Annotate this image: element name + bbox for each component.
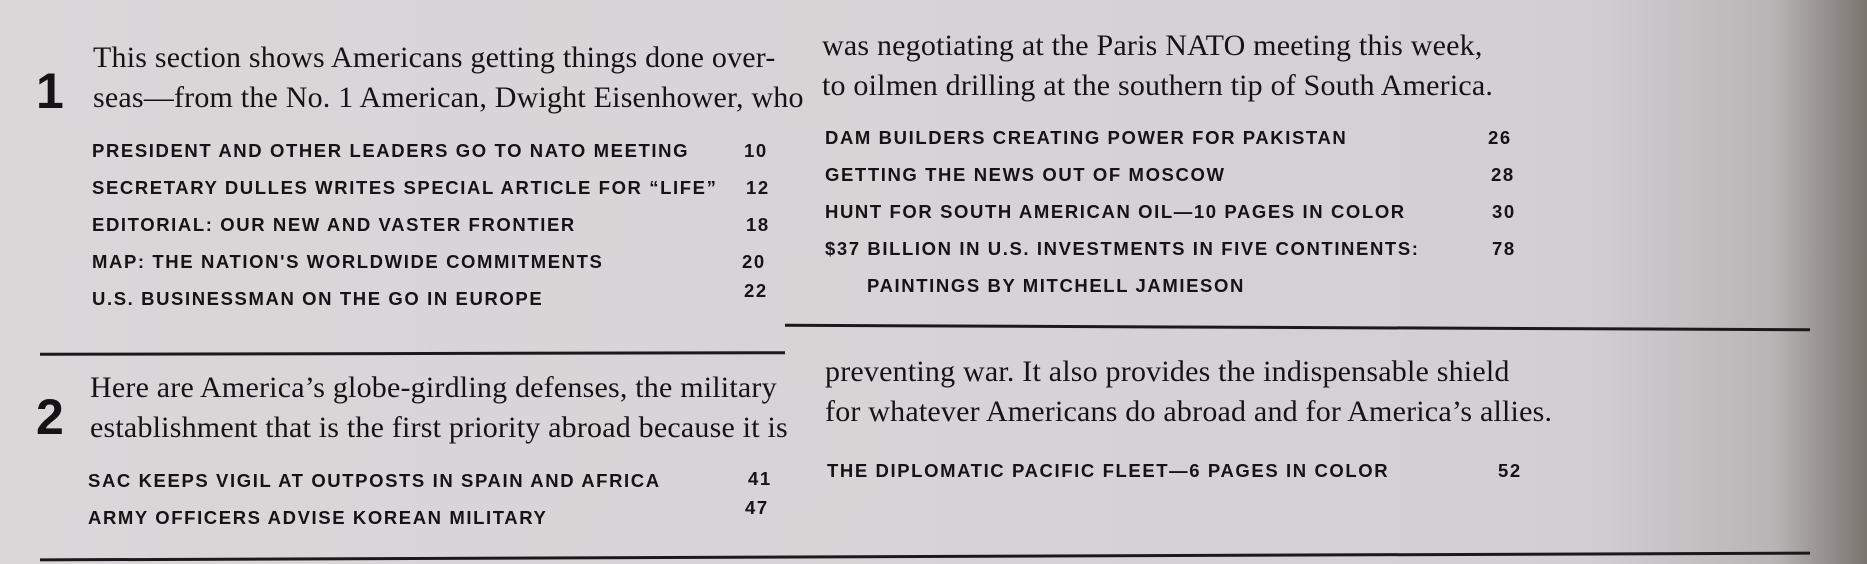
entry-page: 22	[744, 280, 768, 301]
intro-line: was negotiating at the Paris NATO meeting this week,	[822, 29, 1483, 62]
intro-line: for whatever Americans do abroad and for America’s allies.	[825, 395, 1553, 428]
entry-title: MAP: THE NATION'S WORLDWIDE COMMITMENTS	[92, 251, 604, 272]
contents-entry[interactable]	[92, 251, 782, 288]
contents-entry[interactable]	[825, 164, 1825, 201]
contents-entry[interactable]	[92, 280, 782, 325]
intro-line: Here are America’s globe-girdling defenses, the military	[90, 371, 777, 404]
section-number: 2	[36, 389, 64, 445]
entry-title: PRESIDENT AND OTHER LEADERS GO TO NATO MEETING	[92, 140, 690, 161]
entries-right	[827, 460, 1827, 497]
entry-page: 52	[1498, 460, 1522, 481]
entry-title: U.S. BUSINESSMAN ON THE GO IN EUROPE	[92, 288, 544, 309]
entry-title: ARMY OFFICERS ADVISE KOREAN MILITARY	[88, 507, 548, 528]
entry-title: GETTING THE NEWS OUT OF MOSCOW	[825, 164, 1226, 185]
section-number: 1	[36, 63, 64, 119]
intro-line: establishment that is the first priority abroad because it is	[90, 411, 788, 444]
contents-entry[interactable]	[92, 140, 782, 177]
contents-entry[interactable]	[825, 275, 1825, 312]
entry-page: 26	[1488, 127, 1512, 148]
contents-entry[interactable]	[88, 497, 778, 544]
entry-page: 28	[1491, 164, 1515, 185]
intro-line: seas—from the No. 1 American, Dwight Eisenhower, who	[93, 81, 804, 114]
section-divider	[785, 324, 1810, 331]
entry-title: EDITORIAL: OUR NEW AND VASTER FRONTIER	[92, 214, 576, 235]
entry-page: 18	[746, 214, 770, 235]
entry-page: 78	[1492, 238, 1516, 259]
entry-page: 30	[1492, 201, 1516, 222]
intro-line: to oilmen drilling at the southern tip of South America.	[822, 69, 1494, 102]
contents-entry[interactable]	[88, 470, 778, 507]
section-intro-right	[825, 352, 1552, 432]
section-intro-right	[822, 26, 1493, 106]
intro-line: This section shows Americans getting things done over-	[93, 41, 776, 74]
contents-entry[interactable]	[825, 201, 1825, 238]
entry-page: 12	[746, 177, 770, 198]
entry-title: SAC KEEPS VIGIL AT OUTPOSTS IN SPAIN AND AFRICA	[88, 470, 661, 491]
contents-entry[interactable]	[825, 238, 1825, 275]
contents-entry[interactable]	[92, 214, 782, 251]
entry-page: 41	[748, 468, 772, 489]
section-divider	[40, 552, 1810, 562]
entries-right	[825, 127, 1825, 312]
entry-page: 20	[742, 251, 766, 272]
section-intro-left	[90, 368, 788, 448]
entry-title: DAM BUILDERS CREATING POWER FOR PAKISTAN	[825, 127, 1348, 148]
entry-page: 47	[745, 497, 769, 518]
contents-entry[interactable]	[92, 177, 782, 214]
section-divider	[40, 351, 785, 356]
entry-page: 10	[744, 140, 768, 161]
entry-title: PAINTINGS BY MITCHELL JAMIESON	[867, 275, 1245, 296]
contents-entry[interactable]	[827, 460, 1827, 497]
entry-title: HUNT FOR SOUTH AMERICAN OIL—10 PAGES IN COLOR	[825, 201, 1406, 222]
entry-title: $37 BILLION IN U.S. INVESTMENTS IN FIVE CONTINENTS:	[825, 238, 1420, 259]
intro-line: preventing war. It also provides the indispensable shield	[825, 355, 1510, 388]
section-intro-left	[93, 38, 804, 118]
entry-title: SECRETARY DULLES WRITES SPECIAL ARTICLE FOR “LIFE”	[92, 177, 718, 198]
entry-title: THE DIPLOMATIC PACIFIC FLEET—6 PAGES IN COLOR	[827, 460, 1390, 481]
contents-entry[interactable]	[825, 127, 1825, 164]
entries-left	[88, 470, 778, 544]
entries-left	[92, 140, 782, 325]
